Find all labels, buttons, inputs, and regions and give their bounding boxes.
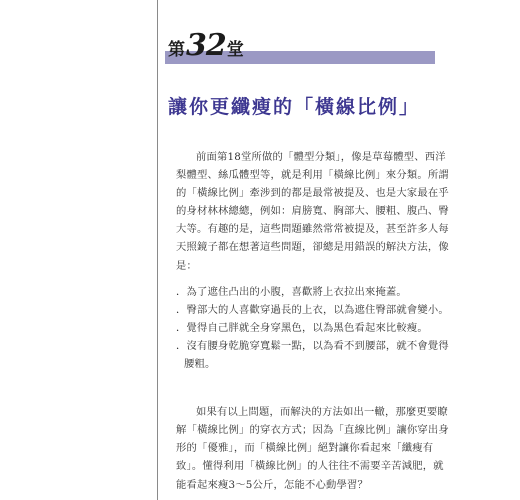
text-line: ．臀部大的人喜歡穿過長的上衣，以為遮住臀部就會變小。 [176, 303, 449, 316]
text-line: 是： [176, 259, 197, 272]
text-line: 的身材林林總總，例如：肩膀寬、胸部大、腰粗、腹凸、臀 [176, 205, 449, 218]
body-text [176, 148, 449, 494]
text-line: ．為了遮住凸出的小腹，喜歡將上衣拉出來掩蓋。 [176, 285, 407, 298]
list-item [176, 337, 449, 373]
text-line: 大等。有趣的是，這些問題雖然常常被提及，甚至許多人每 [176, 223, 449, 236]
text-line: ．覺得自己胖就全身穿黑色，以為黑色看起來比較瘦。 [176, 321, 428, 334]
text-line: 的「橫線比例」牽涉到的都是最常被提及、也是大家最在乎 [176, 187, 449, 200]
chapter-number: 32 [186, 28, 226, 63]
list-item [176, 301, 449, 319]
text-line: 形的「優雅」，而「橫線比例」絕對讓你看起來「纖瘦有 [176, 442, 434, 455]
chapter-prefix: 第 [168, 40, 185, 60]
chapter-label [168, 28, 244, 63]
chapter-suffix: 堂 [226, 40, 244, 60]
list-item [176, 283, 438, 301]
text-line: 能看起來瘦3～5公斤，怎能不心動學習？ [176, 478, 368, 491]
text-line: 腰粗。 [184, 358, 216, 371]
text-line: 如果有以上問題，而解決的方法如出一轍，那麼更要瞭 [196, 406, 448, 419]
bullet-list [176, 283, 449, 373]
text-line: ．沒有腰身乾脆穿寬鬆一點，以為看不到腰部，就不會覺得 [176, 339, 449, 352]
text-line: 解「橫線比例」的穿衣方式；因為「直線比例」讓你穿出身 [176, 424, 449, 437]
text-line: 天照鏡子都在想著這些問題，卻總是用錯誤的解決方法，像 [176, 241, 449, 254]
page-gutter-line [157, 0, 158, 500]
list-item [176, 319, 438, 337]
paragraph-conclusion [176, 403, 449, 493]
text-line: 前面第18堂所做的「體型分類」，像是草莓體型、西洋 [196, 151, 446, 163]
paragraph-intro [176, 148, 449, 275]
page-title: 讓你更纖瘦的「橫線比例」 [168, 96, 421, 118]
text-line: 梨體型、絲瓜體型等，就是利用「橫線比例」來分類。所謂 [176, 169, 449, 182]
text-line: 致」。懂得利用「橫線比例」的人往往不需要辛苦減肥，就 [176, 460, 444, 473]
